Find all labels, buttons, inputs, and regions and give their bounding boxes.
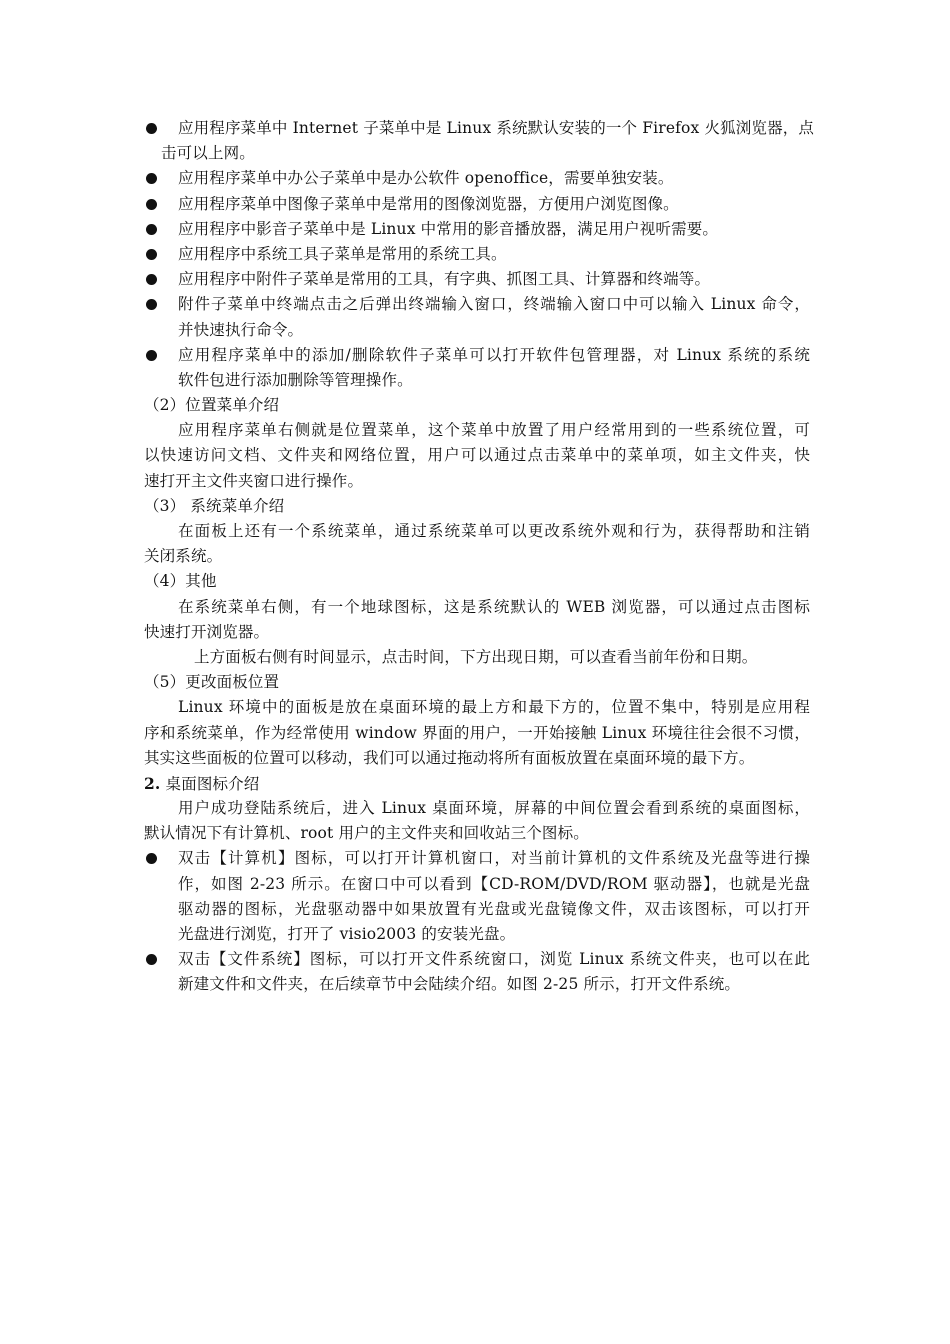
bullet-item bbox=[144, 343, 810, 368]
heading-number: 2. bbox=[144, 773, 161, 793]
bullet-icon bbox=[146, 299, 157, 310]
bullet-item bbox=[144, 267, 810, 292]
text-line: 以快速访问文档、文件夹和网络位置，用户可以通过点击菜单中的菜单项，如主文件夹，快 bbox=[144, 446, 810, 465]
bullet-icon bbox=[146, 173, 157, 184]
text-line: 关闭系统。 bbox=[144, 547, 223, 566]
text-line: 应用程序菜单中的添加/删除软件子菜单可以打开软件包管理器，对 Linux 系统的系统 bbox=[178, 345, 810, 364]
document-page bbox=[144, 116, 815, 998]
text-line: 应用程序菜单右侧就是位置菜单，这个菜单中放置了用户经常用到的一些系统位置，可 bbox=[178, 421, 810, 440]
bullet-icon bbox=[146, 224, 157, 235]
text-line: 上方面板右侧有时间显示，点击时间，下方出现日期，可以查看当前年份和日期。 bbox=[194, 647, 758, 666]
text-line: 击可以上网。 bbox=[161, 144, 255, 163]
bullet-item bbox=[144, 947, 810, 972]
text-line: 应用程序中系统工具子菜单是常用的系统工具。 bbox=[178, 244, 507, 263]
bullet-item bbox=[144, 292, 810, 317]
bullet-item bbox=[144, 116, 815, 141]
text-line: 其实这些面板的位置可以移动，我们可以通过拖动将所有面板放置在桌面环境的最下方。 bbox=[144, 748, 755, 767]
bullet-item bbox=[144, 846, 810, 871]
bullet-item bbox=[144, 217, 810, 242]
text-line: 应用程序中附件子菜单是常用的工具，有字典、抓图工具、计算器和终端等。 bbox=[178, 270, 711, 289]
text-line: 用户成功登陆系统后，进入 Linux 桌面环境，屏幕的中间位置会看到系统的桌面图标， bbox=[178, 799, 810, 818]
text-line: 新建文件和文件夹，在后续章节中会陆续介绍。如图 2-25 所示，打开文件系统。 bbox=[178, 975, 741, 994]
bullet-icon bbox=[146, 350, 157, 361]
text-line: 驱动器的图标，光盘驱动器中如果放置有光盘或光盘镜像文件，双击该图标，可以打开 bbox=[178, 899, 810, 918]
text-line: 双击【文件系统】图标，可以打开文件系统窗口，浏览 Linux 系统文件夹，也可以在此 bbox=[178, 950, 810, 969]
section-heading: （3） 系统菜单介绍 bbox=[144, 496, 285, 515]
text-line: 默认情况下有计算机、root 用户的主文件夹和回收站三个图标。 bbox=[144, 824, 589, 843]
bullet-item bbox=[144, 166, 810, 191]
text-line: 光盘进行浏览，打开了 visio2003 的安装光盘。 bbox=[178, 925, 516, 943]
text-line: 双击【计算机】图标，可以打开计算机窗口，对当前计算机的文件系统及光盘等进行操 bbox=[178, 849, 810, 868]
bullet-item bbox=[144, 192, 810, 217]
text-line: 作，如图 2-23 所示。在窗口中可以看到【CD-ROM/DVD/ROM 驱动器】，也就是光盘 bbox=[178, 874, 810, 893]
text-line: 应用程序中影音子菜单中是 Linux 中常用的影音播放器，满足用户视听需要。 bbox=[178, 219, 719, 238]
text-line: 快速打开浏览器。 bbox=[144, 622, 270, 641]
section-heading: （5）更改面板位置 bbox=[144, 673, 280, 692]
bullet-icon bbox=[146, 954, 157, 965]
text-line: Linux 环境中的面板是放在桌面环境的最上方和最下方的，位置不集中，特别是应用程 bbox=[178, 698, 810, 717]
text-line: 序和系统菜单，作为经常使用 window 界面的用户，一开始接触 Linux 环境往往会很不习惯， bbox=[144, 723, 810, 742]
text-line: 应用程序菜单中 Internet 子菜单中是 Linux 系统默认安装的一个 Firefox 火狐浏览器，点 bbox=[178, 119, 815, 137]
text-line: 在面板上还有一个系统菜单，通过系统菜单可以更改系统外观和行为，获得帮助和注销 bbox=[178, 522, 810, 540]
bullet-icon bbox=[146, 199, 157, 210]
bullet-icon bbox=[146, 274, 157, 285]
bullet-item bbox=[144, 242, 810, 267]
text-line: 附件子菜单中终端点击之后弹出终端输入窗口，终端输入窗口中可以输入 Linux 命令， bbox=[178, 295, 810, 314]
text-line: 应用程序菜单中办公子菜单中是办公软件 openoffice，需要单独安装。 bbox=[178, 169, 674, 188]
text-line: 在系统菜单右侧，有一个地球图标，这是系统默认的 WEB 浏览器，可以通过点击图标 bbox=[178, 597, 810, 616]
section-heading: （2）位置菜单介绍 bbox=[144, 396, 280, 415]
chapter-heading bbox=[144, 771, 810, 796]
text-line: 速打开主文件夹窗口进行操作。 bbox=[144, 471, 364, 490]
heading-title: 桌面图标介绍 bbox=[160, 774, 260, 793]
section-heading: （4）其他 bbox=[144, 572, 217, 591]
bullet-icon bbox=[146, 123, 157, 134]
bullet-icon bbox=[146, 249, 157, 260]
bullet-icon bbox=[146, 853, 157, 864]
text-line: 软件包进行添加删除等管理操作。 bbox=[178, 370, 413, 389]
text-line: 应用程序菜单中图像子菜单中是常用的图像浏览器，方便用户浏览图像。 bbox=[178, 194, 679, 213]
text-line: 并快速执行命令。 bbox=[178, 320, 304, 339]
